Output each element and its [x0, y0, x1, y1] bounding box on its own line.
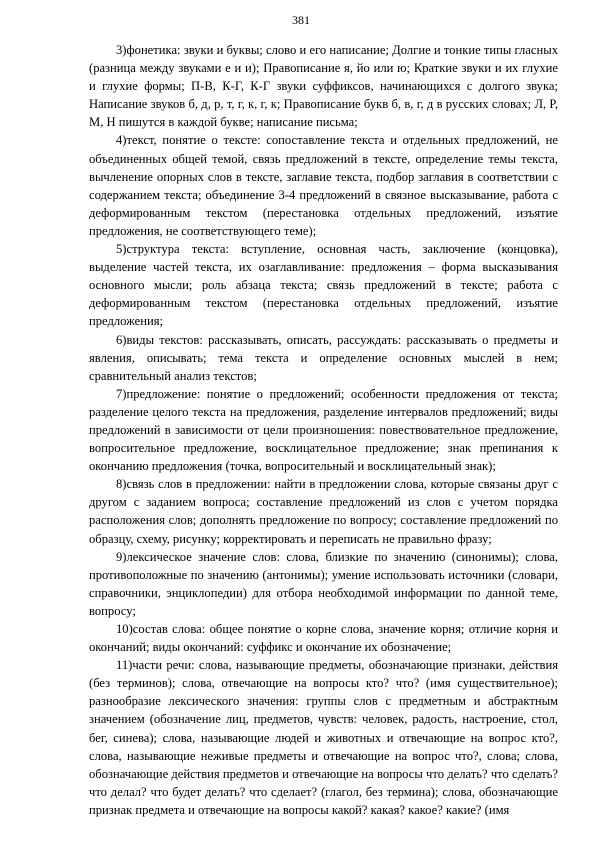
paragraph-phonetics: 3)фонетика: звуки и буквы; слово и его написание; Долгие и тонкие типы гласных (разница между звуками е и и); Правописание я, йо или ю; Краткие звуки и их глухие и глухие формы; П-В, К-Г, К-Г звуки суффиксов, начинающихся с долгого звука; Написание звуков б, д, р, т, г, к, г, к; Правописание букв б, в, г, д в русских словах; Л, Р, М, Н пишутся в каждой букве; написание письма;	[89, 43, 558, 130]
paragraph-sentence: 7)предложение: понятие о предложений; особенности предложения от текста; разделение целого текста на предложения, разделение интервалов предложений; виды предложений в зависимости от цели произношения: повествовательное предложение, вопросительное предложение, восклицательное предложение; знак препинания к окончанию предложения (точка, вопросительный и восклицательный знак);	[89, 386, 558, 474]
paragraph-lexical-meaning: 9)лексическое значение слов: слова, близкие по значению (синонимы); слова, противоположные по значению (антонимы); умение использовать источники (словари, справочники, энциклопедии) для отбора необходимой информации по данной теме, вопросу;	[89, 549, 558, 618]
paragraph-text-concept: 4)текст, понятие о тексте: сопоставление текста и отдельных предложений, не объединенных общей темой, связь предложений в тексте, определение темы текста, вычленение опорных слов в тексте, заглавие текста, подбор заглавия в соответствии с содержанием текста; объединение 3-4 предложений в связное высказывание, работа с деформированным текстом (перестановка отдельных предложений, изъятие предложения, не соответствующего теме);	[89, 133, 558, 238]
paragraph-parts-of-speech: 11)части речи: слова, называющие предметы, обозначающие признаки, действия (без терминов); слова, отвечающие на вопросы кто? что? (имя существительное); разнообразие лексического значения: группы слов с предметным и абстрактным значением (обозначение лиц, предметов, чувств: человек, радость, настроение, стол, бег, синева); слова, называющие людей и животных и отвечающие на вопрос кто?, слова, называющие неживые предметы и отвечающие на вопрос что?, слова; слова, обозначающие действия предметов и отвечающие на вопросы что делать? что сделать? что делал? что будет делать? что сделает? (глагол, без термина); слова, обозначающие признак предмета и отвечающие на вопросы какой? какая? какое? какие? (имя	[89, 658, 558, 817]
paragraph-word-composition: 10)состав слова: общее понятие о корне слова, значение корня; отличие корня и окончаний; виды окончаний: суффикс и окончание их обозначение;	[89, 622, 558, 655]
paragraph-text-types: 6)виды текстов: рассказывать, описать, рассуждать: рассказывать о предметы и явления, описывать; тема текста и определение основных мыслей в нем; сравнительный анализ текстов;	[89, 332, 558, 383]
page-number: 381	[292, 13, 310, 27]
paragraph-word-links: 8)связь слов в предложении: найти в предложении слова, которые связаны друг с другом с заданием вопроса; составление предложений из слов с учетом порядка расположения слов; дополнять предложение по вопросу; составление предложений по образцу, схему, рисунку; корректировать и переписать не правильно фразу;	[89, 477, 558, 546]
paragraph-text-structure: 5)структура текста: вступление, основная часть, заключение (концовка), выделение частей текста, их озаглавливание: предложения – форма высказывания основного мысли; роль абзаца текста; связь предложений в тексте; работа с деформированным текстом (перестановка отдельных предложений, изъятие предложения;	[89, 242, 558, 329]
document-body	[89, 41, 558, 819]
